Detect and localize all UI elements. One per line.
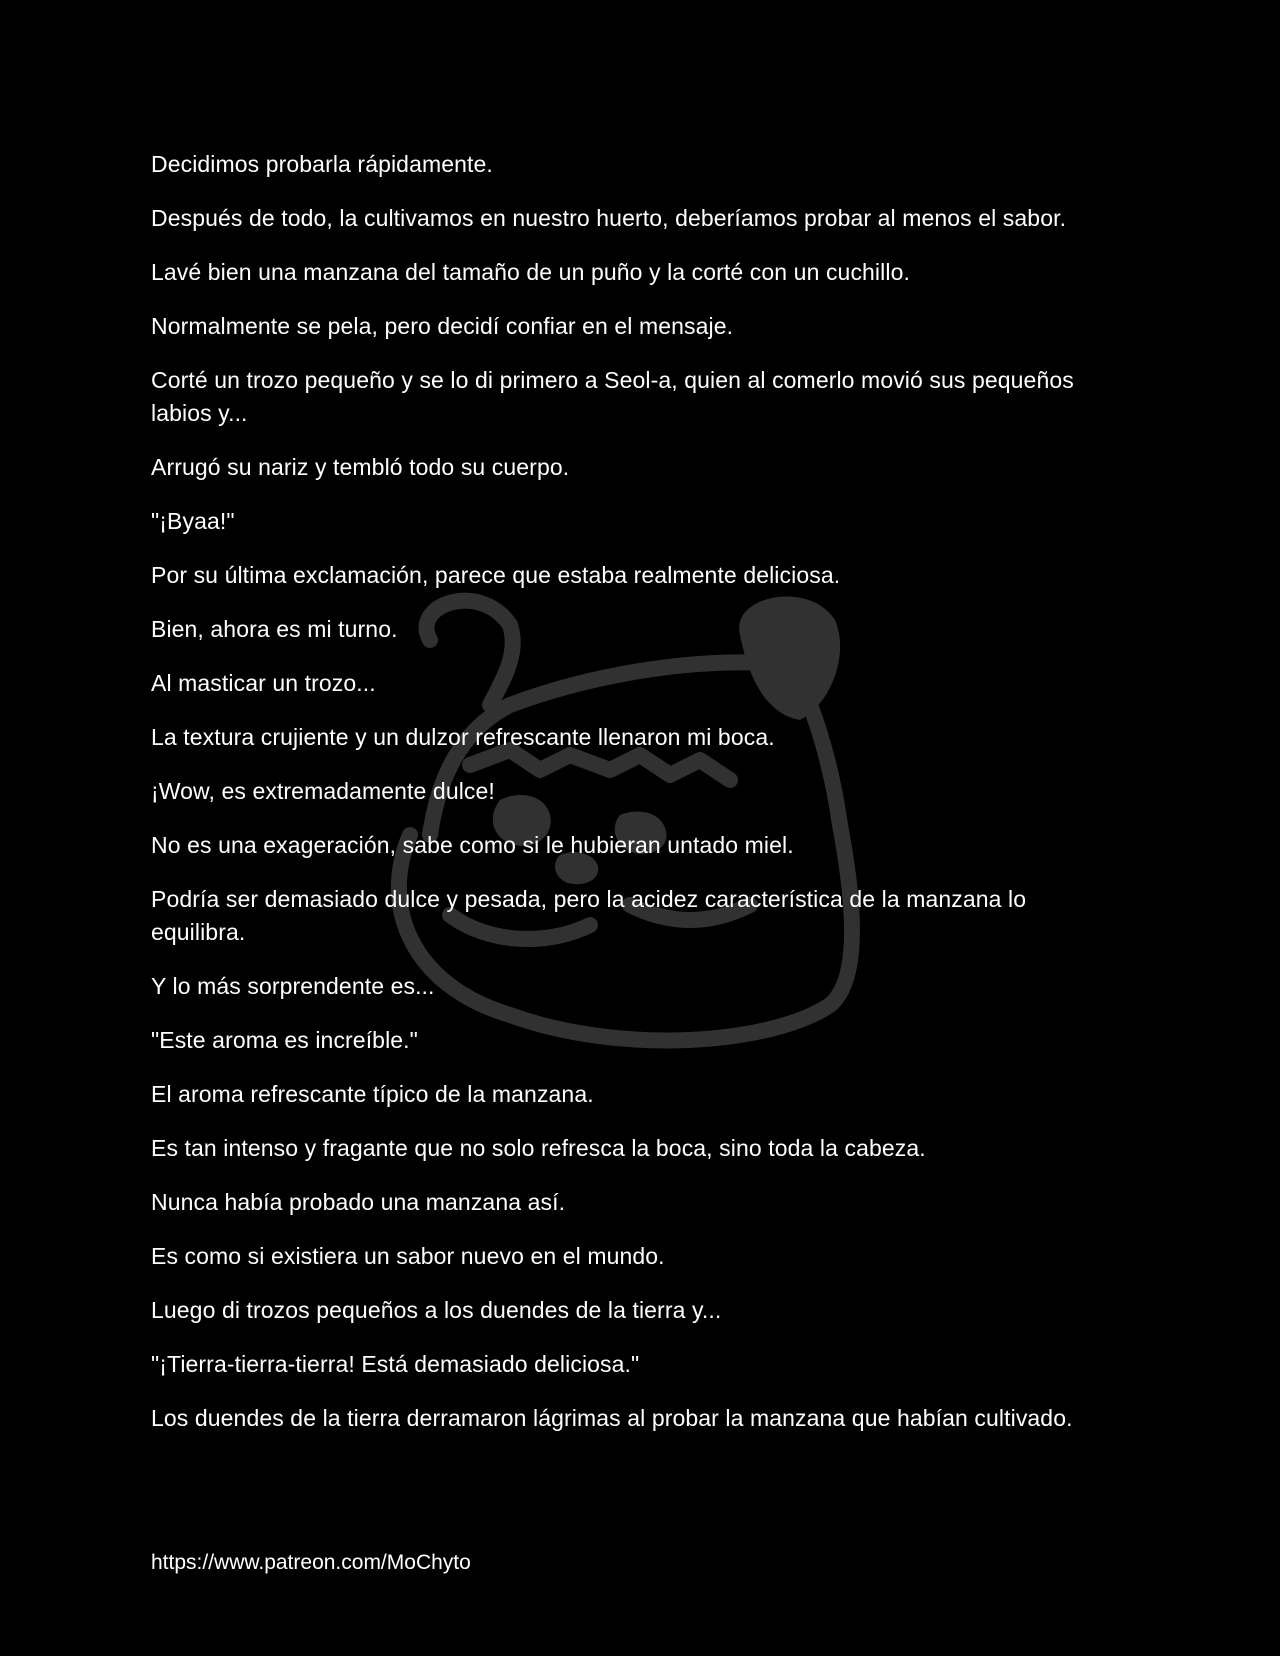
story-paragraph: La textura crujiente y un dulzor refrescante llenaron mi boca.: [151, 724, 775, 750]
story-paragraph: Corté un trozo pequeño y se lo di primero a Seol-a, quien al comerlo movió sus pequeños labios y...: [151, 367, 1074, 426]
story-paragraph: "¡Byaa!": [151, 508, 235, 534]
story-paragraph: Por su última exclamación, parece que estaba realmente deliciosa.: [151, 562, 841, 588]
patreon-link[interactable]: https://www.patreon.com/MoChyto: [151, 1551, 471, 1574]
story-paragraph: Y lo más sorprendente es...: [151, 973, 435, 999]
story-paragraph: ¡Wow, es extremadamente dulce!: [151, 778, 495, 804]
story-paragraph: Después de todo, la cultivamos en nuestro huerto, deberíamos probar al menos el sabor.: [151, 205, 1067, 231]
story-paragraph: "Este aroma es increíble.": [151, 1027, 418, 1053]
story-paragraph: Arrugó su nariz y tembló todo su cuerpo.: [151, 454, 570, 480]
story-paragraph: Normalmente se pela, pero decidí confiar en el mensaje.: [151, 313, 734, 339]
story-paragraph: Podría ser demasiado dulce y pesada, pero la acidez característica de la manzana lo equilibra.: [151, 886, 1027, 945]
story-paragraph: El aroma refrescante típico de la manzana.: [151, 1081, 594, 1107]
story-paragraph: Al masticar un trozo...: [151, 670, 376, 696]
story-paragraph: Decidimos probarla rápidamente.: [151, 151, 493, 177]
story-text: [151, 148, 1111, 1456]
story-paragraph: Luego di trozos pequeños a los duendes de la tierra y...: [151, 1297, 722, 1323]
story-paragraph: Lavé bien una manzana del tamaño de un puño y la corté con un cuchillo.: [151, 259, 910, 285]
story-paragraph: "¡Tierra-tierra-tierra! Está demasiado deliciosa.": [151, 1351, 640, 1377]
story-paragraph: Es como si existiera un sabor nuevo en el mundo.: [151, 1243, 665, 1269]
story-paragraph: Bien, ahora es mi turno.: [151, 616, 398, 642]
story-paragraph: Es tan intenso y fragante que no solo refresca la boca, sino toda la cabeza.: [151, 1135, 926, 1161]
story-paragraph: Los duendes de la tierra derramaron lágrimas al probar la manzana que habían cultivado.: [151, 1405, 1073, 1431]
story-paragraph: Nunca había probado una manzana así.: [151, 1189, 566, 1215]
story-paragraph: No es una exageración, sabe como si le hubieran untado miel.: [151, 832, 794, 858]
